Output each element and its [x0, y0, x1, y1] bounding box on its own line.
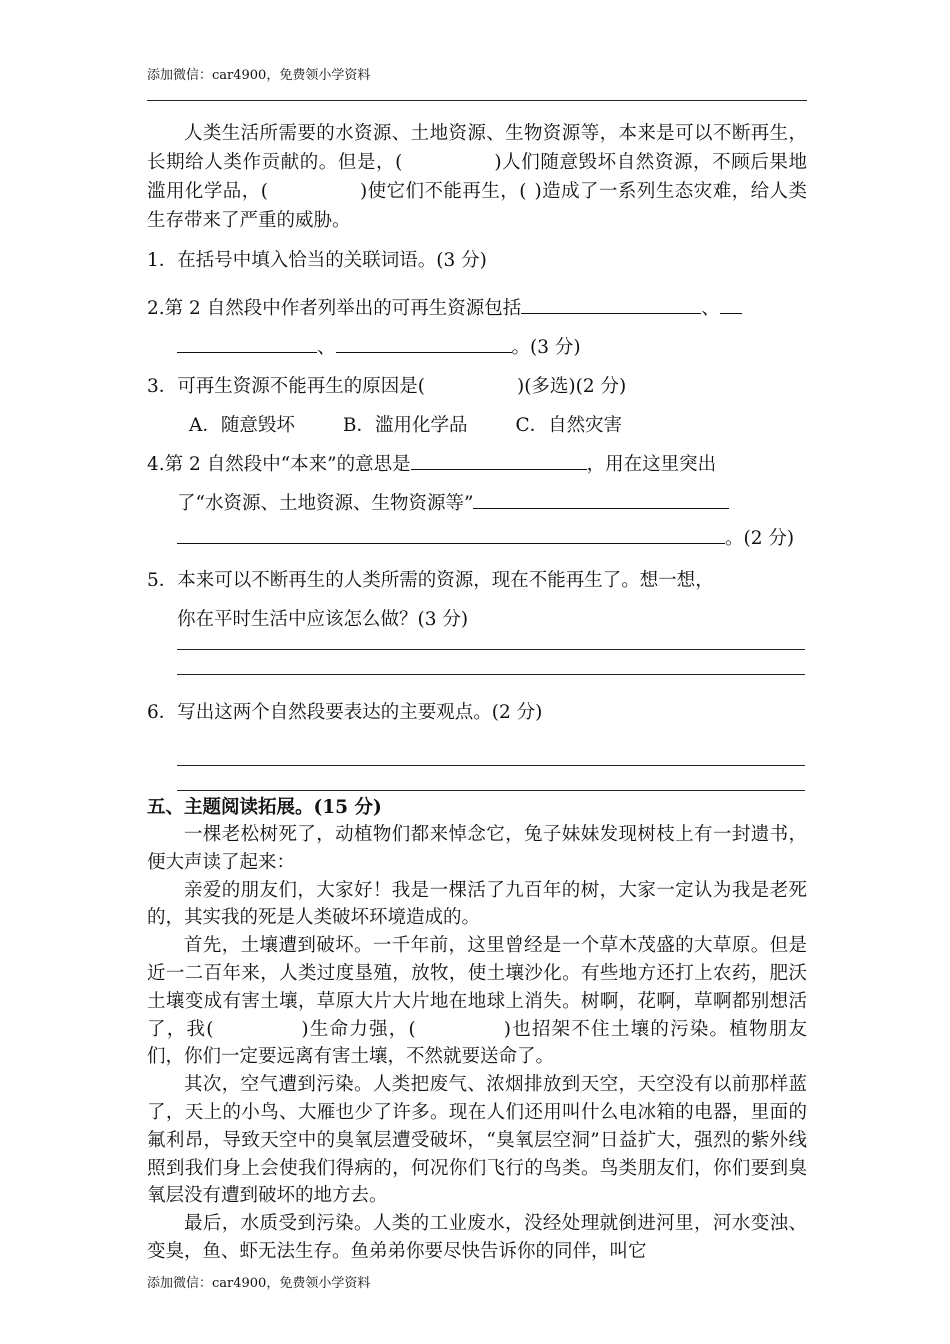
section-5-paragraph: 一棵老松树死了，动植物们都来悼念它，兔子妹妹发现树枝上有一封遗书，便大声读了起来：: [147, 824, 807, 873]
separator: 、: [701, 298, 720, 319]
header-divider: [147, 100, 807, 101]
question-text: 你在平时生活中应该怎么做？(3 分): [177, 609, 469, 630]
answer-blank[interactable]: [336, 332, 512, 353]
question-text: ，用在这里突出: [586, 454, 717, 475]
question-number: 2.: [147, 298, 165, 319]
section-5-paragraph: 其次，空气遭到污染。人类把废气、浓烟排放到天空，天空没有以前那样蓝了，天上的小鸟、大雁也少了许多。现在人们还用叫什么电冰箱的电器，里面的氟利昂，导致天空中的臭氧层遭受破坏，“臭氧层空洞”日益扩大，强烈的紫外线照到我们身上会使我们得病的，何况你们飞行的鸟类。鸟类朋友们，你们要到臭氧层没有遭到破坏的地方去。: [147, 1074, 807, 1207]
answer-line[interactable]: [177, 765, 805, 766]
question-number: 5．: [147, 570, 178, 591]
question-5-line-1: [147, 561, 807, 601]
worksheet-content: [147, 119, 807, 1266]
question-5: [147, 561, 807, 675]
question-4-line-1: [147, 445, 807, 485]
question-2-line-1: [147, 289, 807, 329]
passage-text: 也招架不住土壤的污染。植物朋友们，你们一定要远离有害土壤，不然就要送命了。: [147, 1018, 807, 1068]
answer-blank[interactable]: [521, 293, 701, 314]
section-5-title: 五、主题阅读拓展。(15 分): [147, 797, 382, 818]
question-text: 了“水资源、土地资源、生物资源等”: [177, 493, 474, 514]
question-text: 在括号中填入恰当的关联词语。(3 分): [177, 250, 487, 271]
passage-text: )人们随意毁坏自然资源，不顾后果地滥用化学品，(: [147, 152, 807, 202]
answer-blank[interactable]: [177, 523, 725, 544]
question-number: 6．: [147, 702, 178, 723]
question-number: 4.: [147, 454, 165, 475]
answer-line[interactable]: [177, 649, 805, 650]
question-4-line-2: [147, 485, 807, 523]
question-2: [147, 289, 807, 367]
score-note: 。(2 分): [725, 528, 795, 549]
answer-line[interactable]: [177, 790, 805, 791]
question-4: [147, 445, 807, 553]
question-4-line-3: [147, 523, 807, 553]
question-text: 写出这两个自然段要表达的主要观点。(2 分): [177, 702, 543, 723]
question-1: [147, 241, 807, 281]
question-2-line-2: [147, 329, 807, 367]
section-5-paragraph: 最后，水质受到污染。人类的工业废水，没经处理就倒进河里，河水变浊、变臭，鱼、虾无法生存。鱼弟弟你要尽快告诉你的同伴，叫它: [147, 1213, 807, 1262]
passage-text: )造成了一系列生态灾难，给人类生存带来了严重的威胁。: [147, 181, 808, 231]
option-b[interactable]: B．滥用化学品: [342, 415, 468, 436]
section-5-paragraph: [147, 932, 807, 1071]
question-5-line-2: [147, 601, 807, 639]
passage-text: 首先，土壤遭到破坏。一千年前，这里曾经是一个草木茂盛的大草原。但是近一二百年来，人类过度垦殖，放牧，使土壤沙化。有些地方还打上农药，肥沃土壤变成有害土壤，草原大片大片地在地球上消失。树啊，花啊，草啊都别想活了，我(: [147, 935, 807, 1040]
answer-blank[interactable]: [720, 293, 742, 314]
passage-paragraph: [147, 119, 807, 235]
separator: 、: [317, 337, 336, 358]
page-footer: 添加微信：car4900，免费领小学资料: [147, 1276, 371, 1291]
question-number: 3．: [147, 376, 178, 397]
answer-blank[interactable]: [473, 488, 729, 509]
question-number: 1．: [147, 250, 178, 271]
question-text: )(多选)(2 分): [517, 376, 627, 397]
question-text: 第 2 自然段中作者列举出的可再生资源包括: [164, 298, 522, 319]
question-text: 可再生资源不能再生的原因是(: [177, 376, 425, 397]
answer-blank[interactable]: [411, 449, 587, 470]
question-text: 第 2 自然段中“本来”的意思是: [164, 454, 411, 475]
passage-text: )使它们不能再生，(: [359, 181, 527, 202]
section-5-paragraph: 亲爱的朋友们，大家好！我是一棵活了九百年的树，大家一定认为我是老死的，其实我的死是人类破坏环境造成的。: [147, 879, 807, 929]
option-a[interactable]: A．随意毁坏: [189, 415, 295, 436]
question-6: [147, 693, 807, 733]
answer-blank[interactable]: [177, 332, 317, 353]
option-c[interactable]: C．自然灾害: [515, 415, 623, 436]
passage-text: 人类生活所需要的水资源、土地资源、生物资源等，本来是可以不断再生，长期给人类作贡献的。但是，(: [147, 123, 807, 173]
question-3-options: [147, 407, 807, 445]
answer-line[interactable]: [177, 674, 805, 675]
score-note: 。(3 分): [511, 337, 581, 358]
question-text: 本来可以不断再生的人类所需的资源，现在不能再生了。想一想，: [177, 570, 714, 591]
passage-text: ): [503, 1018, 511, 1040]
question-3: [147, 367, 807, 407]
page-header: 添加微信：car4900，免费领小学资料: [147, 68, 371, 83]
passage-text: )生命力强，(: [301, 1018, 416, 1040]
